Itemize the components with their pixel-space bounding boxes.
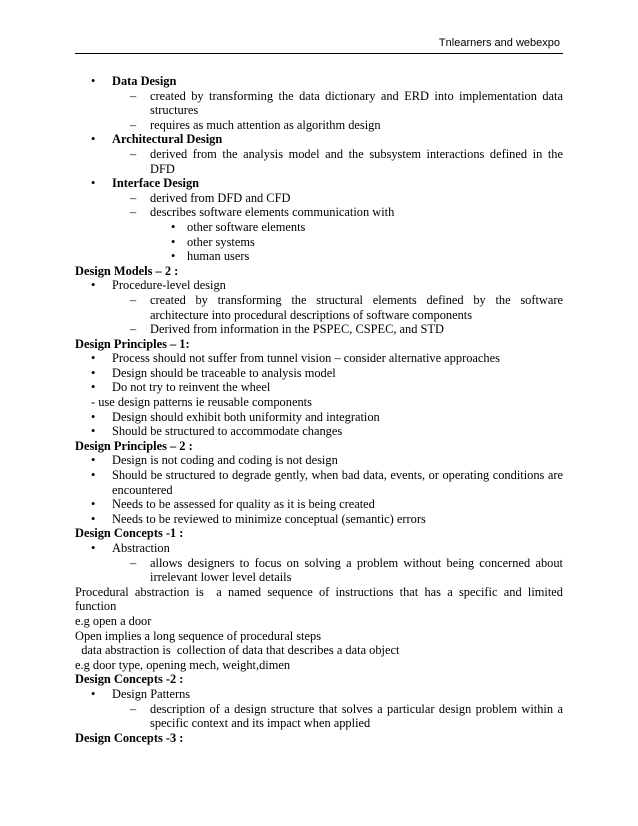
bullet-marker: • xyxy=(91,132,96,147)
bullet-item xyxy=(75,278,563,293)
line-text: Design Principles – 2 : xyxy=(75,438,193,453)
bullet-marker: – xyxy=(130,322,137,337)
bullet-item xyxy=(75,687,563,702)
sub-sub-bullet-item xyxy=(75,220,563,235)
line-text: Do not try to reinvent the wheel xyxy=(112,380,271,395)
bullet-marker: • xyxy=(91,497,96,512)
bullet-item xyxy=(75,410,563,425)
bullet-item xyxy=(75,380,563,395)
bullet-marker: • xyxy=(91,541,96,555)
line-text: Procedure-level design xyxy=(112,278,226,293)
bullet-marker: • xyxy=(171,219,176,234)
line-text: Process should not suffer from tunnel vision – consider alternative approaches xyxy=(112,351,500,366)
sub-bullet-item xyxy=(75,322,563,337)
bullet-marker: • xyxy=(171,249,176,264)
line-text: other software elements xyxy=(187,219,306,234)
document-body xyxy=(75,74,567,745)
bullet-marker: • xyxy=(91,686,96,701)
bullet-marker: – xyxy=(130,205,137,220)
line-text: - use design patterns ie reusable components xyxy=(91,395,312,410)
line-text: Design is not coding and coding is not design xyxy=(112,453,338,468)
bullet-item xyxy=(75,468,567,497)
section-heading xyxy=(75,731,563,746)
bullet-marker: • xyxy=(91,176,96,191)
paragraph-line xyxy=(75,643,563,658)
section-heading xyxy=(75,439,563,454)
bullet-item xyxy=(75,351,563,366)
note-line xyxy=(75,395,563,410)
bullet-item xyxy=(75,497,563,512)
section-heading xyxy=(75,672,563,687)
line-text: Design should exhibit both uniformity and integration xyxy=(112,409,380,424)
bullet-marker: • xyxy=(91,74,96,88)
paragraph-line xyxy=(75,629,563,644)
line-text: Needs to be assessed for quality as it is being created xyxy=(112,497,375,512)
bullet-item xyxy=(75,74,563,89)
line-text: e.g open a door xyxy=(75,613,152,628)
section-heading xyxy=(75,264,563,279)
bullet-marker: • xyxy=(91,351,96,366)
bullet-item xyxy=(75,366,563,381)
bullet-marker: • xyxy=(91,453,96,468)
line-text: Should be structured to accommodate changes xyxy=(112,424,343,439)
line-text: data abstraction is collection of data that describes a data object xyxy=(75,643,400,658)
line-text: Design Concepts -1 : xyxy=(75,526,184,541)
line-text: derived from the analysis model and the subsystem interactions defined in the DFD xyxy=(150,146,567,176)
bullet-marker: • xyxy=(91,278,96,293)
sub-bullet-item xyxy=(75,292,567,322)
bullet-marker: • xyxy=(91,468,96,483)
sub-bullet-item xyxy=(75,191,563,206)
line-text: human users xyxy=(187,249,250,264)
paragraph-line xyxy=(75,658,563,673)
bullet-item xyxy=(75,541,563,556)
line-text: other systems xyxy=(187,234,255,249)
bullet-marker: • xyxy=(171,234,176,249)
bullet-item xyxy=(75,453,563,468)
line-text: requires as much attention as algorithm design xyxy=(150,117,381,132)
section-heading xyxy=(75,526,563,541)
line-text: derived from DFD and CFD xyxy=(150,190,291,205)
bullet-marker: – xyxy=(130,88,137,103)
bullet-marker: • xyxy=(91,409,96,424)
sub-bullet-item xyxy=(75,146,567,176)
line-text: Design Concepts -2 : xyxy=(75,672,184,687)
line-text: Design should be traceable to analysis model xyxy=(112,365,336,380)
bullet-marker: • xyxy=(91,511,96,526)
bullet-marker: – xyxy=(130,555,137,570)
bullet-item xyxy=(75,424,563,439)
line-text: Should be structured to degrade gently, when bad data, events, or operating conditions are encountered xyxy=(112,468,567,497)
line-text: Open implies a long sequence of procedural steps xyxy=(75,628,322,643)
sub-bullet-item xyxy=(75,88,567,118)
line-text: created by transforming the data dictionary and ERD into implementation data structures xyxy=(150,88,567,118)
bullet-item xyxy=(75,176,563,191)
line-text: Abstraction xyxy=(112,541,170,555)
page-header-text: Tnlearners and webexpo xyxy=(438,37,560,49)
bullet-marker: • xyxy=(91,380,96,395)
line-text: Data Design xyxy=(112,74,177,88)
bullet-marker: – xyxy=(130,190,137,205)
sub-bullet-item xyxy=(75,205,563,220)
line-text: e.g door type, opening mech, weight,dimen xyxy=(75,657,291,672)
section-heading xyxy=(75,337,563,352)
sub-bullet-item xyxy=(75,118,563,133)
line-text: Derived from information in the PSPEC, CSPEC, and STD xyxy=(150,322,444,337)
bullet-marker: – xyxy=(130,292,137,307)
line-text: describes software elements communication with xyxy=(150,205,395,220)
bullet-marker: • xyxy=(91,424,96,439)
bullet-item xyxy=(75,132,563,147)
line-text: created by transforming the structural elements defined by the software architecture into procedural descriptions of software components xyxy=(150,292,567,322)
header-rule xyxy=(75,53,563,54)
line-text: Design Patterns xyxy=(112,686,191,701)
line-text: Interface Design xyxy=(112,176,200,191)
paragraph-line xyxy=(75,614,563,629)
bullet-marker: – xyxy=(130,146,137,161)
line-text: description of a design structure that solves a particular design problem within a specific context and its impact when applied xyxy=(150,701,567,731)
line-text: Design Principles – 1: xyxy=(75,336,190,351)
sub-bullet-item xyxy=(75,701,567,731)
line-text: Architectural Design xyxy=(112,132,223,147)
paragraph-line xyxy=(75,584,567,614)
line-text: Procedural abstraction is a named sequence of instructions that has a specific and limited function xyxy=(75,584,567,614)
line-text: Needs to be reviewed to minimize conceptual (semantic) errors xyxy=(112,511,426,526)
line-text: Design Concepts -3 : xyxy=(75,730,184,745)
sub-sub-bullet-item xyxy=(75,249,563,264)
bullet-item xyxy=(75,512,563,527)
line-text: Design Models – 2 : xyxy=(75,263,179,278)
bullet-marker: • xyxy=(91,365,96,380)
sub-sub-bullet-item xyxy=(75,235,563,250)
bullet-marker: – xyxy=(130,117,137,132)
line-text: allows designers to focus on solving a problem without being concerned about irrelevant lower level details xyxy=(150,555,567,585)
sub-bullet-item xyxy=(75,555,567,585)
bullet-marker: – xyxy=(130,701,137,716)
